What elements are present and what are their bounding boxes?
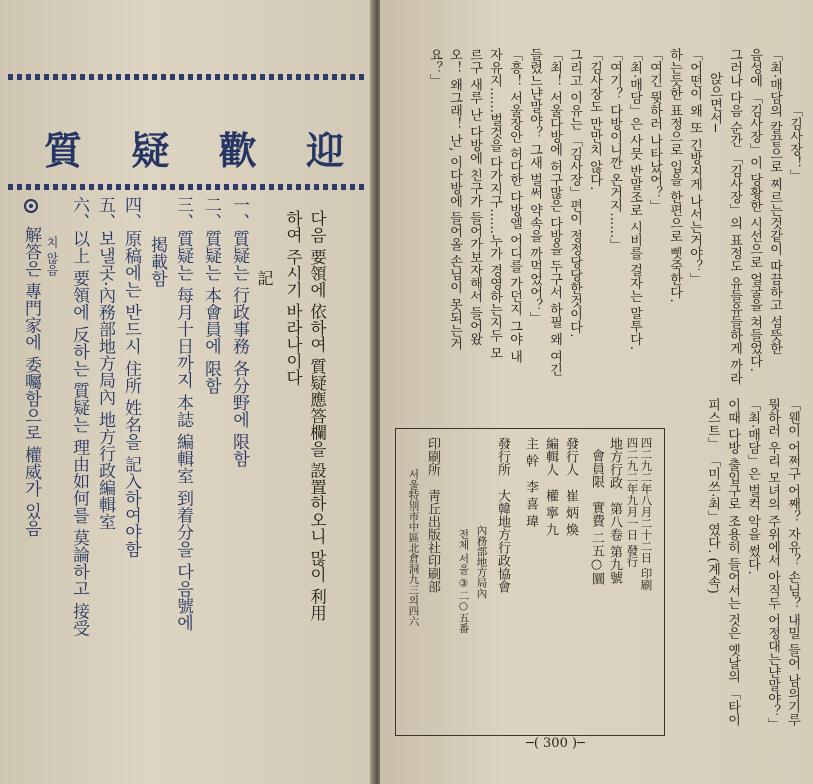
story-col-14: 들렸느냔말야？ 그새 벌써 약속을 까먹었어？」 (527, 48, 542, 325)
item-5: 五、보낼곳·內務部地方局內 地方行政編輯室 (95, 196, 115, 530)
banner-char-1: 迎 (305, 128, 344, 173)
story-col-11: 「김사장도 만만치 않다. (587, 48, 602, 191)
imprint-title: 地方行政 第八卷 第九號 (607, 437, 622, 585)
story-col-9: 「최·매담」은 사뭇 반말조로 시비를 걸자는 말투다. (627, 48, 642, 350)
banner-char-3: 疑 (131, 128, 170, 173)
item-4: 四、原稿에는 반드시 住所 姓名을 記入하여야함 (121, 196, 141, 558)
story-col-18: 오！ 왜그래！ 난, 이다방에 들어올 손님이 못되는거 (447, 48, 462, 350)
banner-char-2: 歡 (218, 128, 257, 173)
imprint-house-phone: 전체 서울 ③二○五番 (457, 529, 470, 634)
story-col-10: 「여기？ 다방이니깐 온거지……」 (607, 48, 622, 252)
note-bullet-icon (24, 199, 38, 213)
imprint-date-issued: 四二九二年九月一日 發行 (625, 437, 640, 568)
imprint-house-address: 內務部地方局內 (475, 525, 488, 599)
item-2: 二、質疑는 本會員에 限함 (201, 196, 221, 394)
imprint-house: 發行所 大韓地方行政協會 (495, 437, 510, 593)
story2-col-2: 뭣하러 우리 모녀의 주위에서 아직두 어정대는냔말야？」 (765, 398, 780, 731)
banner-title (44, 120, 344, 175)
imprint-editor: 編輯人 權 寧 九 (543, 437, 558, 537)
imprint-box (395, 428, 665, 736)
story-col-13: 「최！ 서울다방에 허구많은 다방을 두구서 하필 왜 여긴 (547, 48, 562, 376)
banner-border-bottom (8, 184, 368, 190)
story-col-6: 「어떤이 왜 또 긴방지게 나서는거야？」 (687, 48, 702, 286)
banner-border-top (8, 74, 368, 80)
story-col-1: 「김사장！」 (787, 104, 802, 182)
page-number: ─( 300 )─ (526, 736, 585, 751)
left-page (0, 0, 376, 784)
story2-col-3: 「최·매담」은 벌컥 악을 썼다. (745, 398, 760, 575)
item-3-cont: 掲載함 (147, 236, 167, 287)
story-col-16: 자유지……벌것을 다가지구……누가 경영하는지두 모 (487, 48, 502, 360)
note: 解答은 專門家에 委囑함으로 權威가 있음 (21, 226, 41, 537)
story2-col-1: 「웬이 어쩌구 어째？ 자유？ 손님？ 내밀 들어 남의기루 (785, 398, 800, 726)
ji-heading: 記 (255, 270, 274, 286)
banner-char-4: 質 (44, 128, 83, 173)
item-6-cont: 치 않음 (45, 236, 59, 276)
story-col-2: 「최·매담의 칼끝으로 찌르는것같이 따끔하고 섬뜻한 (767, 48, 782, 355)
story-col-15: 「흥！ 서울장안 허다한 다방엘 어디를 가던지 그야 내 (507, 48, 522, 363)
imprint-printer: 印刷所 靑丘出版社印刷部 (425, 437, 440, 593)
story-col-4: 그러나 다음 순간 「김사장」의 표정도 유들유들하게 까라 (727, 48, 742, 385)
story-col-3: 음성에 「김사장」이 당황한 시선으로 얼굴을 쳐들었다. (747, 48, 762, 372)
imprint-date-printed: 四二九二年八月二十二日 印刷 (639, 437, 654, 591)
story-col-5: 앉으면서─ (707, 72, 722, 132)
story2-col-5: 피스트」 「미쓰·최」였다. (계속) (705, 398, 720, 594)
story-col-7: 하는듯한 표정으로 입을 한편으로 삣죽한다. (667, 48, 682, 303)
item-6: 六、以上 要領에 反하는 質疑는 理由如何를 莫論하고 接受 (69, 196, 89, 637)
story2-col-4: 이때 다방 출입구로 조용히 들어서는 것은 옛날의 「타이 (725, 398, 740, 726)
item-1: 一、質疑는 行政事務 各分野에 限함 (229, 196, 249, 468)
item-3: 三、質疑는 每月十日까지 本誌 編輯室 到着分을 다음號에 (173, 196, 193, 632)
imprint-manager: 主 幹 李 喜 瑋 (523, 437, 538, 528)
intro-line-1: 다음 要領에 依하여 質疑應答欄을 設置하오니 많이 利用 (307, 210, 327, 621)
story-col-8: 「여긴 뭣하러 나타났어？」 (647, 48, 662, 213)
story-col-19: 요？」 (427, 48, 442, 87)
imprint-price: 會員限 實費 二五○圜 (589, 449, 604, 586)
imprint-printer-address: 서울特別市中區北倉洞九三의四六 (407, 469, 420, 627)
imprint-publisher: 發行人 崔 炳 煥 (563, 437, 578, 537)
story-col-17: 르구 새루 난 다방에 친구가 들어가보자해서 들어왔 (467, 48, 482, 346)
intro-line-2: 하여 주시기 바라나이다 (283, 210, 303, 386)
story-col-12: 그리고 이유는 「김사장」편이 정정당당한것이다. (567, 48, 582, 338)
